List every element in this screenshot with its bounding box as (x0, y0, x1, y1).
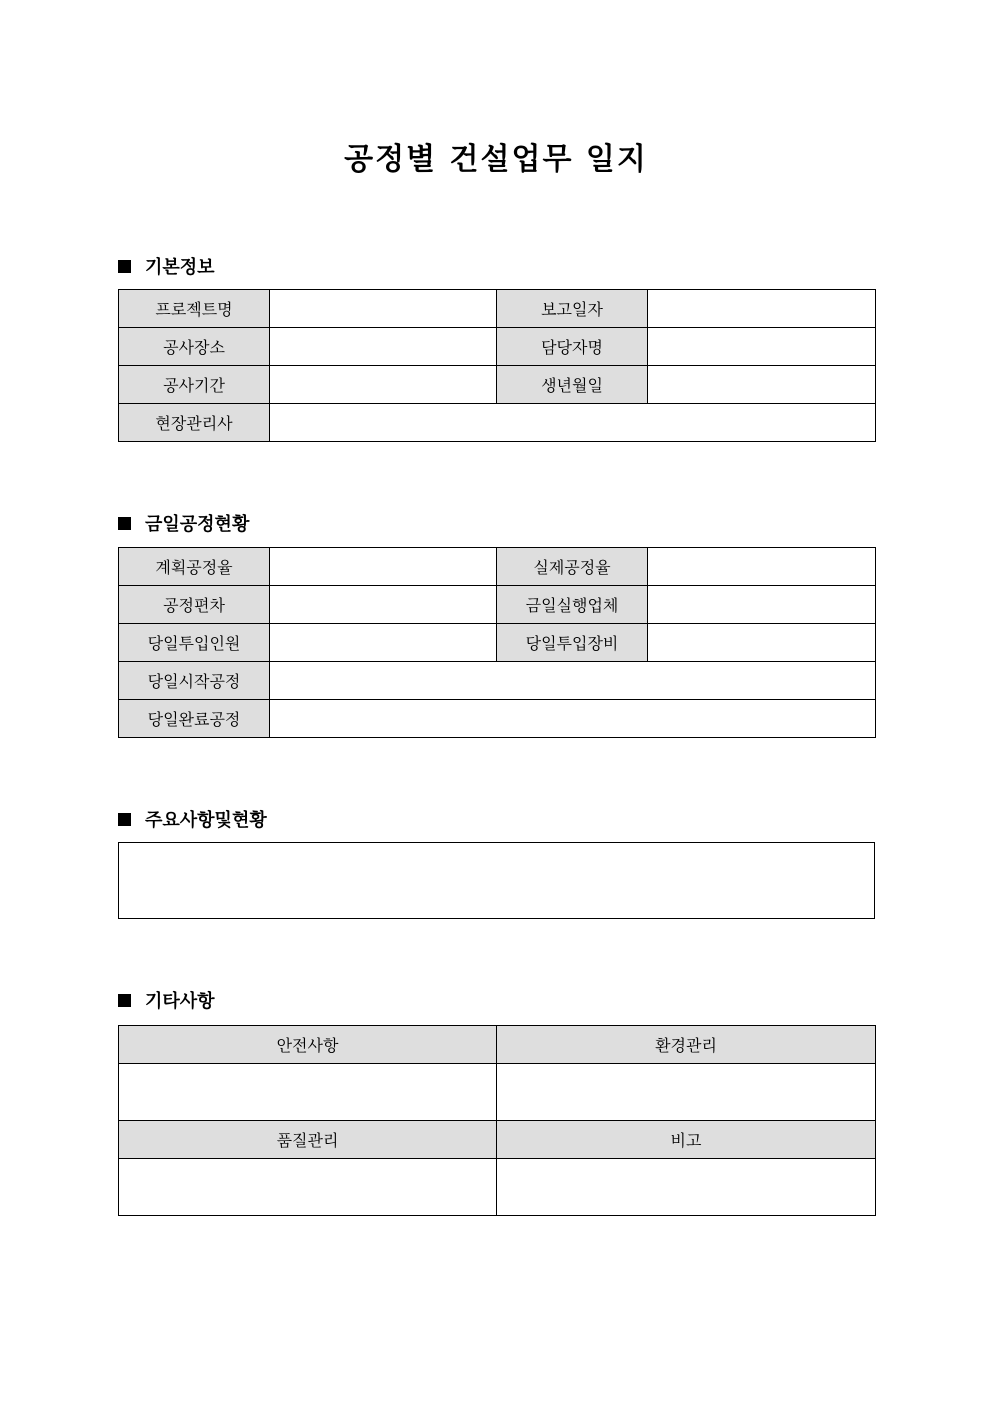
equipment-field[interactable] (648, 624, 876, 662)
safety-field[interactable] (119, 1064, 497, 1121)
label: 실제공정율 (497, 548, 648, 586)
other-table (118, 1025, 876, 1216)
site-location-field[interactable] (270, 328, 497, 366)
manager-name-field[interactable] (648, 328, 876, 366)
label: 생년월일 (497, 366, 648, 404)
label: 당일시작공정 (119, 662, 270, 700)
remarks-field[interactable] (497, 1159, 876, 1216)
label: 보고일자 (497, 290, 648, 328)
label: 안전사항 (119, 1026, 497, 1064)
label: 비고 (497, 1121, 876, 1159)
actual-rate-field[interactable] (648, 548, 876, 586)
contractor-field[interactable] (648, 586, 876, 624)
environment-field[interactable] (497, 1064, 876, 1121)
heading-text: 주요사항및현황 (145, 810, 267, 831)
section-heading-today-status (118, 510, 249, 536)
report-date-field[interactable] (648, 290, 876, 328)
start-process-field[interactable] (270, 662, 876, 700)
site-supervisor-field[interactable] (270, 404, 876, 442)
label: 품질관리 (119, 1121, 497, 1159)
label: 담당자명 (497, 328, 648, 366)
square-bullet-icon (118, 994, 131, 1007)
square-bullet-icon (118, 260, 131, 273)
label: 당일완료공정 (119, 700, 270, 738)
label: 현장관리사 (119, 404, 270, 442)
label: 당일투입장비 (497, 624, 648, 662)
page-title: 공정별 건설업무 일지 (344, 142, 648, 177)
project-name-field[interactable] (270, 290, 497, 328)
deviation-field[interactable] (270, 586, 497, 624)
main-notes-field[interactable] (118, 842, 875, 919)
birth-date-field[interactable] (648, 366, 876, 404)
heading-text: 기본정보 (145, 257, 215, 278)
quality-field[interactable] (119, 1159, 497, 1216)
heading-text: 기타사항 (145, 991, 215, 1012)
square-bullet-icon (118, 517, 131, 530)
construction-period-field[interactable] (270, 366, 497, 404)
label: 계획공정율 (119, 548, 270, 586)
label: 공사기간 (119, 366, 270, 404)
label: 금일실행업체 (497, 586, 648, 624)
section-heading-other (118, 987, 215, 1013)
planned-rate-field[interactable] (270, 548, 497, 586)
label: 공정편차 (119, 586, 270, 624)
basic-info-table (118, 289, 876, 442)
completed-process-field[interactable] (270, 700, 876, 738)
label: 환경관리 (497, 1026, 876, 1064)
workers-field[interactable] (270, 624, 497, 662)
section-heading-main-notes (118, 806, 267, 832)
section-heading-basic-info (118, 253, 215, 279)
label: 당일투입인원 (119, 624, 270, 662)
heading-text: 금일공정현황 (145, 514, 250, 535)
today-status-table (118, 547, 876, 738)
label: 프로젝트명 (119, 290, 270, 328)
label: 공사장소 (119, 328, 270, 366)
square-bullet-icon (118, 813, 131, 826)
